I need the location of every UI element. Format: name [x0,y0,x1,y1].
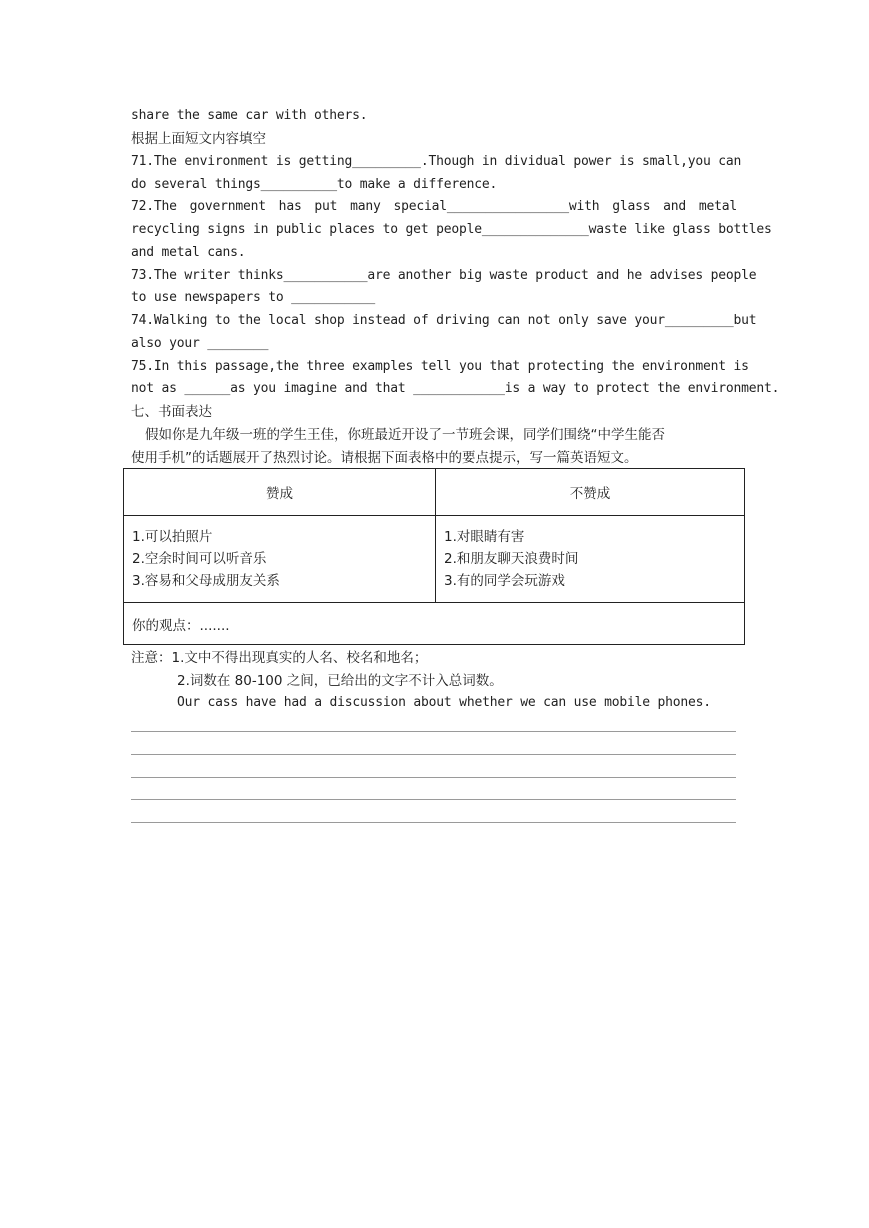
question-73-line1: 73.The writer thinks___________are another big waste product and he advises people [131,268,757,283]
question-75-line1: 75.In this passage,the three examples tell you that protecting the environment is [131,359,749,374]
disagree-point: 1.对眼睛有害 [444,529,525,545]
task-prompt-line1: 假如你是九年级一班的学生王佳，你班最近开设了一节班会课，同学们围绕“中学生能否 [145,427,665,443]
passage-last-line: share the same car with others. [131,108,368,123]
writing-line[interactable] [131,777,736,778]
question-73-line2: to use newspapers to ___________ [131,290,376,305]
agree-point: 3.容易和父母成朋友关系 [132,573,280,589]
opinion-table [123,468,745,645]
section6-instruction: 根据上面短文内容填空 [131,131,266,147]
task-prompt-line2: 使用手机”的话题展开了热烈讨论。请根据下面表格中的要点提示，写一篇英语短文。 [131,450,638,466]
agree-point: 1.可以拍照片 [132,529,213,545]
your-view-cell: 你的观点：....... [124,603,745,645]
agree-points-cell [124,516,436,603]
agree-header: 赞成 [124,469,436,516]
question-71-line1: 71.The environment is getting_________.Though in dividual power is small,you can [131,154,742,169]
disagree-points-cell [436,516,745,603]
question-72-line2: recycling signs in public places to get people______________waste like glass bottles [131,222,772,237]
question-71-line2: do several things__________to make a difference. [131,177,498,192]
question-74-line2: also your ________ [131,336,269,351]
disagree-point: 3.有的同学会玩游戏 [444,573,565,589]
agree-point: 2.空余时间可以听音乐 [132,551,267,567]
writing-line[interactable] [131,731,736,732]
question-75-line2: not as ______as you imagine and that ____________is a way to protect the environment. [131,381,780,396]
section7-title: 七、书面表达 [131,404,212,420]
note-1: 注意：1.文中不得出现真实的人名、校名和地名； [131,650,428,666]
disagree-point: 2.和朋友聊天浪费时间 [444,551,579,567]
starter-sentence: Our cass have had a discussion about whether we can use mobile phones. [177,695,711,710]
question-72-line1: 72.The government has put many special________________with glass and metal [131,199,737,214]
question-72-line3: and metal cans. [131,245,246,260]
writing-line[interactable] [131,799,736,800]
question-74-line1: 74.Walking to the local shop instead of driving can not only save your_________but [131,313,757,328]
note-2: 2.词数在 80-100 之间，已给出的文字不计入总词数。 [177,673,503,689]
disagree-header: 不赞成 [436,469,745,516]
writing-line[interactable] [131,822,736,823]
writing-line[interactable] [131,754,736,755]
